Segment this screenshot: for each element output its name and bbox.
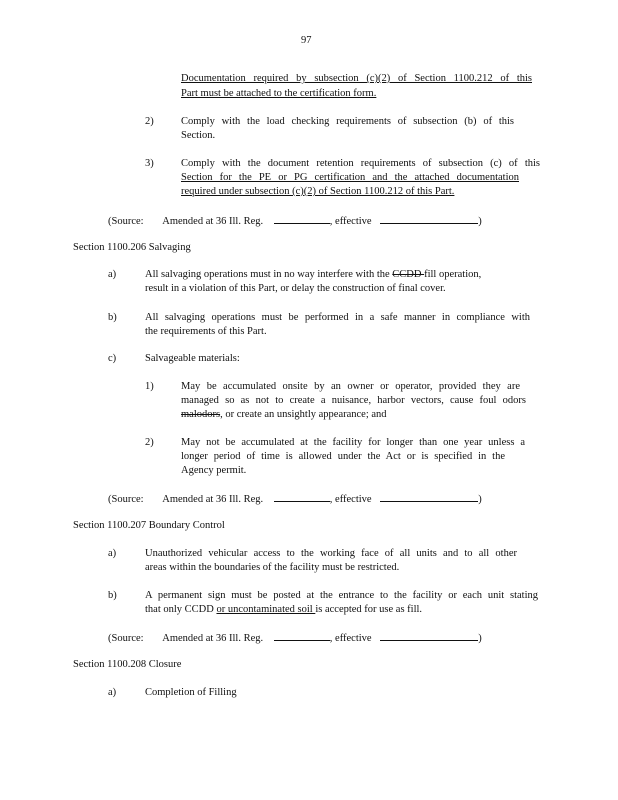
top-item-line-1: Documentation required by subsection (c)(2) of Section 1100.212 of this (181, 73, 532, 84)
item-2-line-1: Comply with the load checking requirements of subsection (b) of this (181, 116, 514, 127)
sec206-b-number: b) (108, 312, 117, 323)
register-blank (274, 491, 330, 502)
source-amended: Amended at 36 Ill. Reg. (162, 633, 264, 644)
sec206-c1-line-2: managed so as not to create a nuisance, harbor vectors, cause foul odors (181, 395, 526, 406)
effective-date-blank (380, 213, 478, 224)
sec208-a-number: a) (108, 687, 117, 698)
sec206-a-text-end: fill operation, (424, 269, 482, 280)
section-207-heading: Section 1100.207 Boundary Control (73, 520, 225, 531)
sec206-c1-number: 1) (145, 381, 154, 392)
source-label: (Source: (108, 216, 144, 227)
sec206-c1-line-1: May be accumulated onsite by an owner or operator, provided they are (181, 381, 520, 392)
item-3-number: 3) (145, 158, 154, 169)
item-3-line-3: required under subsection (c)(2) of Section 1100.212 of this Part. (181, 186, 455, 197)
source-note-2 (108, 491, 482, 507)
item-2-number: 2) (145, 116, 154, 127)
sec207-b-number: b) (108, 590, 117, 601)
sec206-c2-number: 2) (145, 437, 154, 448)
sec206-b-line-2: the requirements of this Part. (145, 326, 267, 337)
source-note-3 (108, 630, 482, 646)
source-effective: , effective (329, 494, 372, 505)
item-2-line-2: Section. (181, 130, 216, 141)
sec206-a-deleted: CCDD (392, 269, 425, 280)
source-amended: Amended at 36 Ill. Reg. (162, 216, 264, 227)
source-amended: Amended at 36 Ill. Reg. (162, 494, 264, 505)
sec208-a-line-1: Completion of Filling (145, 687, 237, 698)
sec207-a-line-2: areas within the boundaries of the facility must be restricted. (145, 562, 400, 573)
sec206-c2-line-2: longer period of time is allowed under the Act or is specified in the (181, 451, 505, 462)
sec206-a-number: a) (108, 269, 117, 280)
sec207-b-text: that only CCDD (145, 604, 217, 615)
source-effective: , effective (329, 633, 372, 644)
sec207-a-number: a) (108, 548, 117, 559)
source-close: ) (478, 494, 482, 505)
section-206-heading: Section 1100.206 Salvaging (73, 242, 191, 253)
source-effective: , effective (329, 216, 372, 227)
item-3-line-2: Section for the PE or PG certification and the attached documentation (181, 172, 519, 183)
sec206-c1-deleted: malodors (181, 409, 221, 420)
sec206-c1-text: , or create an unsightly appearance; and (220, 409, 387, 420)
source-close: ) (478, 216, 482, 227)
sec206-a-text: All salvaging operations must in no way interfere with the (145, 269, 393, 280)
sec206-a-line-1 (145, 268, 481, 282)
sec207-b-line-1: A permanent sign must be posted at the entrance to the facility or each unit stating (145, 590, 538, 601)
source-label: (Source: (108, 494, 144, 505)
source-note-1 (108, 213, 482, 229)
sec206-c-line-1: Salvageable materials: (145, 353, 240, 364)
sec206-a-line-2: result in a violation of this Part, or delay the construction of final cover. (145, 283, 446, 294)
sec206-c2-line-1: May not be accumulated at the facility for longer than one year unless a (181, 437, 525, 448)
register-blank (274, 630, 330, 641)
section-208-heading: Section 1100.208 Closure (73, 659, 182, 670)
item-3-line-1: Comply with the document retention requirements of subsection (c) of this (181, 158, 540, 169)
source-label: (Source: (108, 633, 144, 644)
effective-date-blank (380, 630, 478, 641)
sec206-b-line-1: All salvaging operations must be performed in a safe manner in compliance with (145, 312, 530, 323)
sec206-c2-line-3: Agency permit. (181, 465, 247, 476)
source-close: ) (478, 633, 482, 644)
sec207-b-line-2 (145, 603, 422, 617)
sec207-b-text-end: is accepted for use as fill. (315, 604, 423, 615)
register-blank (274, 213, 330, 224)
effective-date-blank (380, 491, 478, 502)
sec206-c1-line-3 (181, 408, 387, 422)
sec207-a-line-1: Unauthorized vehicular access to the working face of all units and to all other (145, 548, 517, 559)
top-item-line-2: Part must be attached to the certification form. (181, 88, 377, 99)
page-number: 97 (301, 35, 312, 46)
sec206-c-number: c) (108, 353, 117, 364)
sec207-b-inserted: or uncontaminated soil (216, 604, 316, 615)
